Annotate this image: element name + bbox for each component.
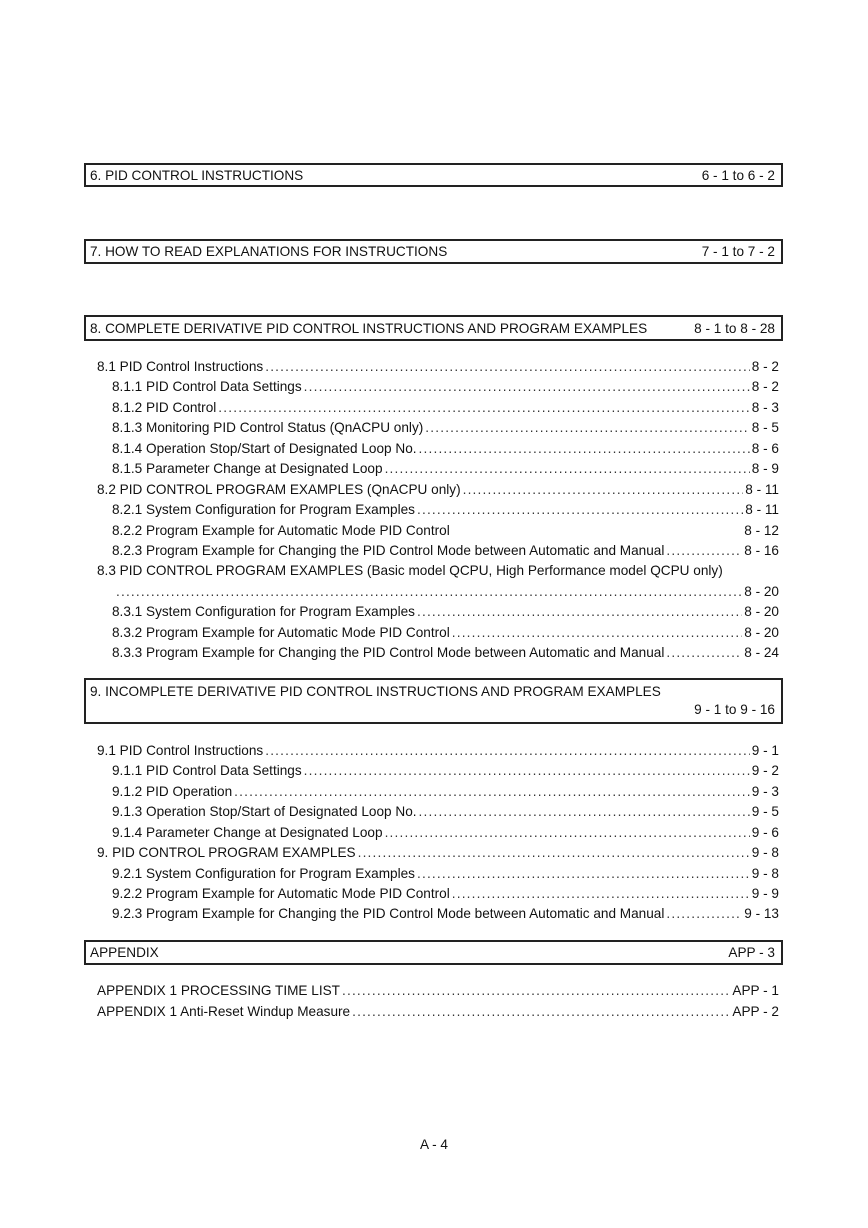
toc-entry[interactable]: APPENDIX 1 Anti-Reset Windup Measure ..... APP - 2 (97, 1003, 779, 1021)
toc-entry[interactable]: 8.2.3 Program Example for Changing the PID Control Mode between Automatic and Manual ..... 8 - 16 (112, 542, 779, 560)
section-title: 6. PID CONTROL INSTRUCTIONS (90, 167, 304, 183)
toc-entry[interactable]: 8.2.1 System Configuration for Program Examples ..... 8 - 11 (112, 501, 779, 519)
section-header-9 (84, 678, 783, 724)
toc-entry[interactable]: 8.2.2 Program Example for Automatic Mode PID Control 8 - 12 (112, 523, 779, 538)
toc-entry[interactable]: 8.1.3 Monitoring PID Control Status (QnACPU only) ..... 8 - 5 (112, 419, 779, 437)
toc-entry[interactable]: 8.2 PID CONTROL PROGRAM EXAMPLES (QnACPU only) ..... 8 - 11 (97, 481, 779, 499)
section-page-range: 7 - 1 to 7 - 2 (701, 244, 775, 259)
toc-entry[interactable]: 8.1 PID Control Instructions ..... 8 - 2 (97, 358, 779, 376)
section-header-6 (84, 163, 783, 187)
section-header-appendix (84, 940, 783, 965)
section-title: 7. HOW TO READ EXPLANATIONS FOR INSTRUCTIONS (90, 244, 448, 259)
section-page-range: APP - 3 (728, 945, 775, 960)
section-header-7 (84, 239, 783, 264)
toc-entry[interactable]: 9.1.4 Parameter Change at Designated Loop ..... 9 - 6 (112, 824, 779, 842)
toc-entry[interactable]: 8.1.4 Operation Stop/Start of Designated Loop No. ..... 8 - 6 (112, 440, 779, 458)
toc-entry[interactable]: 8.3 PID CONTROL PROGRAM EXAMPLES (Basic model QCPU, High Performance model QCPU only) (97, 563, 723, 578)
section-title: 8. COMPLETE DERIVATIVE PID CONTROL INSTRUCTIONS AND PROGRAM EXAMPLES (90, 320, 648, 336)
toc-entry[interactable]: 8.3.3 Program Example for Changing the PID Control Mode between Automatic and Manual ..... 8 - 24 (112, 644, 779, 662)
toc-entry[interactable]: 8.1.1 PID Control Data Settings ..... 8 - 2 (112, 378, 779, 396)
toc-entry[interactable]: 9.1 PID Control Instructions ..... 9 - 1 (97, 742, 779, 760)
toc-entry[interactable]: 9.1.3 Operation Stop/Start of Designated Loop No. ..... 9 - 5 (112, 803, 779, 821)
toc-entry[interactable]: 8.3.2 Program Example for Automatic Mode PID Control ..... 8 - 20 (112, 624, 779, 642)
toc-entry[interactable]: APPENDIX 1 PROCESSING TIME LIST ..... APP - 1 (97, 982, 779, 1000)
page-number: A - 4 (420, 1137, 448, 1152)
toc-entry[interactable]: 8.1.2 PID Control ..... 8 - 3 (112, 399, 779, 417)
toc-entry[interactable]: 9.2.1 System Configuration for Program Examples ..... 9 - 8 (112, 865, 779, 883)
section-page-range: 6 - 1 to 6 - 2 (701, 167, 775, 183)
section-page-range: 9 - 1 to 9 - 16 (694, 702, 775, 717)
section-page-range: 8 - 1 to 8 - 28 (694, 320, 775, 336)
section-header-8 (84, 315, 783, 341)
toc-entry[interactable]: 8.1.5 Parameter Change at Designated Loop ..... 8 - 9 (112, 460, 779, 478)
toc-entry[interactable]: 9.1.1 PID Control Data Settings ..... 9 - 2 (112, 762, 779, 780)
toc-entry[interactable]: 8.3.1 System Configuration for Program Examples ..... 8 - 20 (112, 603, 779, 621)
toc-entry[interactable]: 9.2.3 Program Example for Changing the PID Control Mode between Automatic and Manual ..... 9 - 13 (112, 905, 779, 923)
section-title: 9. INCOMPLETE DERIVATIVE PID CONTROL INSTRUCTIONS AND PROGRAM EXAMPLES (90, 684, 661, 699)
toc-entry[interactable]: 9.2.2 Program Example for Automatic Mode PID Control ..... 9 - 9 (112, 885, 779, 903)
toc-entry[interactable]: 9.1.2 PID Operation ..... 9 - 3 (112, 783, 779, 801)
section-title: APPENDIX (90, 945, 159, 960)
toc-entry-continuation[interactable]: ..... 8 - 20 (114, 583, 779, 601)
toc-entry[interactable]: 9. PID CONTROL PROGRAM EXAMPLES ..... 9 - 8 (97, 844, 779, 862)
